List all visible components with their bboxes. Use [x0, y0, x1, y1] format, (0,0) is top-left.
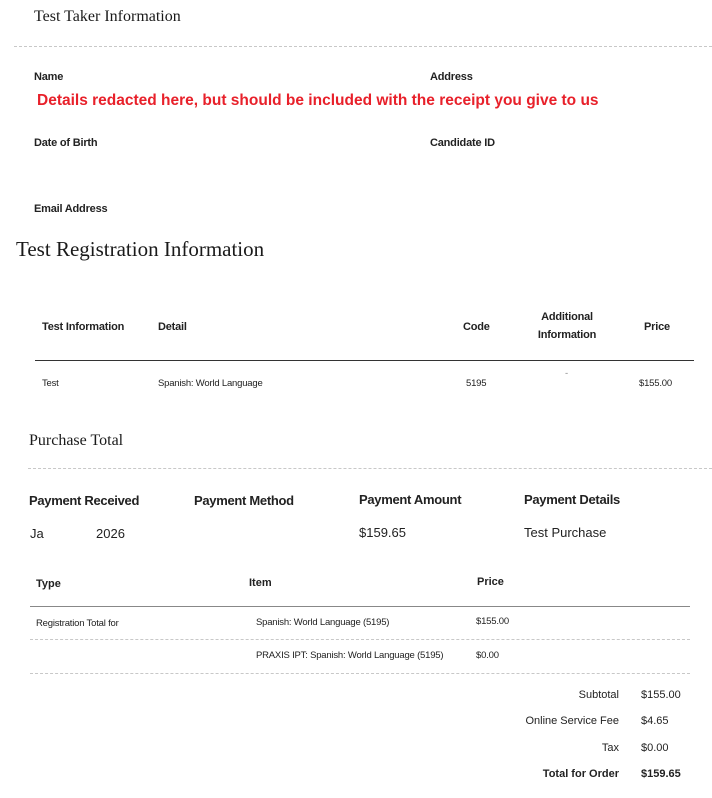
row-divider: [30, 639, 690, 640]
table-header-rule: [30, 606, 690, 607]
address-label: Address: [430, 71, 473, 83]
test-taker-title: Test Taker Information: [34, 8, 181, 25]
header-item: Item: [249, 577, 272, 589]
cell-type: Registration Total for: [36, 618, 119, 629]
subtotal-value: $155.00: [641, 689, 681, 701]
subtotal-label: Subtotal: [578, 689, 619, 701]
total-value: $159.65: [641, 768, 681, 780]
cell-price: $155.00: [476, 616, 509, 627]
cell-additional: -: [565, 368, 568, 379]
header-price: Price: [644, 321, 670, 333]
cell-test-information: Test: [42, 378, 59, 389]
header-additional-info: [530, 311, 604, 341]
registration-title: Test Registration Information: [16, 237, 265, 261]
email-label: Email Address: [34, 203, 108, 215]
table-header-rule: [35, 360, 694, 361]
cell-price: $155.00: [639, 378, 672, 389]
header-additional-line2: Information: [537, 329, 597, 341]
header-payment-received: Payment Received: [29, 493, 140, 508]
payment-received-year: 2026: [96, 526, 125, 541]
cell-item: Spanish: World Language (5195): [256, 617, 390, 628]
cell-detail: Spanish: World Language: [158, 378, 263, 389]
row-divider: [30, 673, 690, 674]
redaction-note: Details redacted here, but should be included with the receipt you give to us: [37, 92, 599, 109]
header-payment-method: Payment Method: [194, 493, 294, 508]
cell-item: PRAXIS IPT: Spanish: World Language (5195): [256, 650, 444, 661]
section-divider: [28, 468, 712, 469]
header-additional-line1: Additional: [541, 311, 593, 323]
header-type: Type: [36, 578, 61, 590]
total-label: Total for Order: [542, 768, 619, 780]
cell-price: $0.00: [476, 650, 499, 661]
service-fee-value: $4.65: [641, 715, 669, 727]
name-label: Name: [34, 71, 64, 83]
header-payment-details: Payment Details: [524, 492, 620, 507]
purchase-title: Purchase Total: [29, 432, 124, 449]
payment-details-value: Test Purchase: [524, 525, 607, 540]
service-fee-label: Online Service Fee: [525, 715, 619, 727]
tax-value: $0.00: [641, 742, 669, 754]
dob-label: Date of Birth: [34, 137, 98, 149]
header-detail: Detail: [158, 321, 187, 333]
header-payment-amount: Payment Amount: [359, 492, 462, 507]
header-code: Code: [463, 321, 490, 333]
payment-amount-value: $159.65: [359, 525, 406, 540]
header-test-information: Test Information: [42, 321, 125, 333]
tax-label: Tax: [601, 742, 619, 754]
candidate-id-label: Candidate ID: [430, 137, 495, 149]
header-price: Price: [477, 576, 504, 588]
cell-code: 5195: [466, 378, 487, 389]
section-divider: [14, 46, 712, 47]
payment-received-month: Ja: [30, 526, 44, 541]
